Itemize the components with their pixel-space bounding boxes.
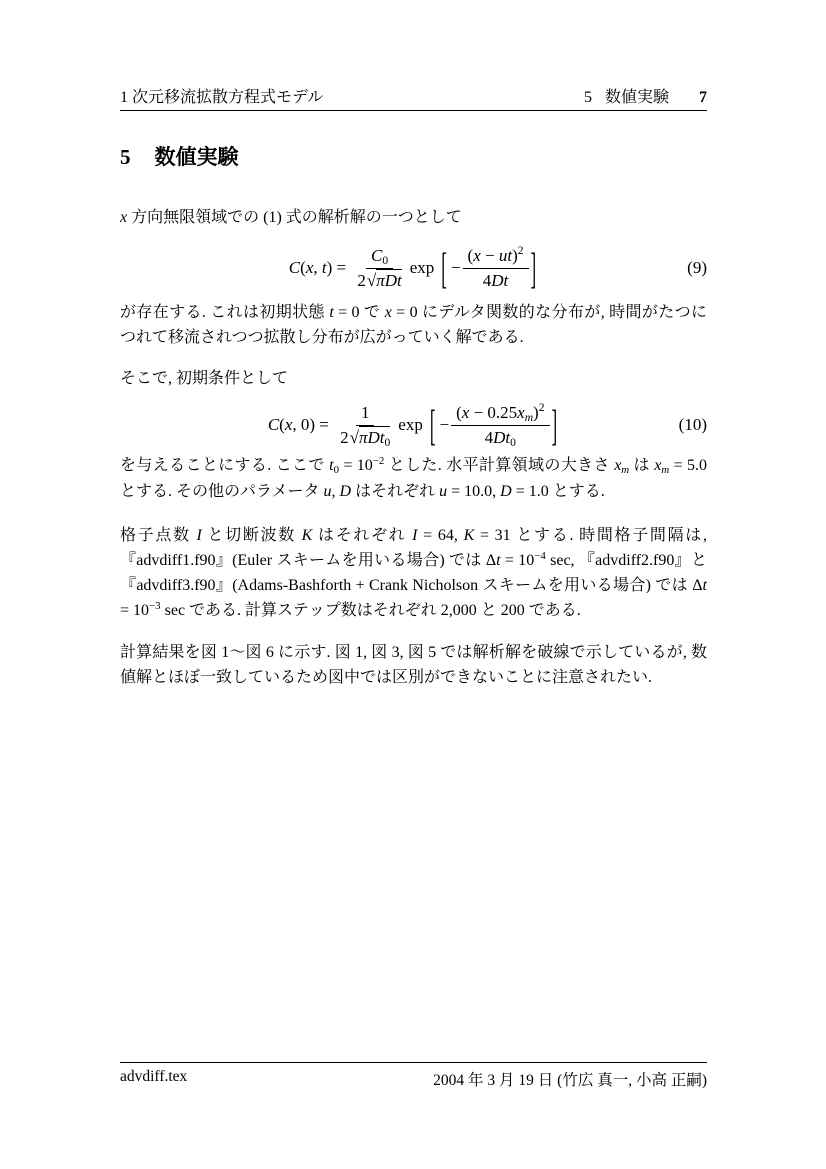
text-segment: はそれぞれ xyxy=(351,482,440,500)
text-segment: 格子点数 xyxy=(120,527,197,544)
text-segment: は xyxy=(629,457,655,474)
radicand xyxy=(376,269,402,290)
text-segment: = 1.0 とする. xyxy=(511,482,605,500)
square-root-symbol: √ xyxy=(349,427,359,447)
text-segment: ( xyxy=(456,402,462,422)
equation-9-body xyxy=(288,243,538,293)
radicand xyxy=(358,426,391,450)
text-segment: u, D xyxy=(323,482,352,500)
equation-10 xyxy=(120,393,707,457)
text-segment: − xyxy=(480,245,499,265)
denominator-coefficient xyxy=(357,271,366,290)
paragraph-initial-condition-lead xyxy=(120,367,707,392)
text-segment: t xyxy=(702,577,707,595)
text-segment: x xyxy=(614,457,622,474)
text-segment: 0 xyxy=(333,464,339,477)
header-rule xyxy=(120,110,707,111)
left-bracket: [ xyxy=(441,243,447,293)
paragraph-solution-description xyxy=(120,301,707,350)
text-segment: x xyxy=(284,415,293,434)
text-segment: x xyxy=(120,209,128,226)
square-root-symbol: √ xyxy=(366,270,377,290)
text-segment: = 64, xyxy=(417,527,464,544)
text-segment: ) xyxy=(533,402,539,422)
text-segment: 0 xyxy=(382,254,389,268)
header-left-title: 1 次元移流拡散方程式モデル xyxy=(120,89,324,106)
text-segment: x xyxy=(473,245,481,265)
text-segment: C xyxy=(267,415,280,434)
text-segment: を与えることにする. ここで xyxy=(120,457,330,474)
header-right xyxy=(584,84,707,107)
denominator-coefficient xyxy=(340,428,349,447)
text-segment: t xyxy=(321,258,327,277)
text-segment: t xyxy=(329,457,334,474)
text-segment: K xyxy=(463,527,475,544)
text-segment: = 10 xyxy=(339,457,373,474)
text-segment: 2 xyxy=(357,270,366,290)
left-bracket: [ xyxy=(429,400,436,450)
fraction-numerator xyxy=(451,403,549,426)
text-segment: I xyxy=(412,527,418,544)
text-segment: D xyxy=(500,482,512,500)
text-segment: −3 xyxy=(149,599,161,612)
text-segment: , xyxy=(313,258,322,277)
text-segment: = 10.0, xyxy=(447,482,501,500)
footer-rule xyxy=(120,1062,707,1063)
text-segment: 方向無限領域での (1) 式の解析解の一つとして xyxy=(127,209,462,226)
section-heading xyxy=(120,141,239,171)
equation-9-lhs xyxy=(289,258,351,278)
text-segment: 4 xyxy=(482,270,492,290)
text-segment: 2 xyxy=(517,244,524,258)
equation-9 xyxy=(120,237,707,299)
text-segment: 0 xyxy=(510,436,516,450)
header-section-number: 5 xyxy=(583,89,592,106)
paragraph-results-note xyxy=(120,641,707,690)
text-segment: = 5.0 とする. その他のパラメータ xyxy=(120,457,707,500)
footer-date-authors: 2004 年 3 月 19 日 (竹広 真一, 小高 正嗣) xyxy=(433,1072,707,1089)
text-segment: 2 xyxy=(538,401,545,415)
text-segment: = 10 xyxy=(120,601,150,619)
text-segment: と切断波数 xyxy=(201,527,302,544)
section-heading-title: 数値実験 xyxy=(154,146,239,169)
text-segment: −4 xyxy=(534,549,546,562)
exp-operator: exp xyxy=(398,415,423,434)
text-segment: sec である. 計算ステップ数はそれぞれ 2,000 と 200 である. xyxy=(160,601,581,619)
header-section-title: 数値実験 xyxy=(604,89,669,106)
text-segment: 0 xyxy=(384,436,391,450)
fraction-denominator xyxy=(340,426,390,448)
text-segment: ( xyxy=(467,245,474,265)
text-segment: 2 xyxy=(340,427,349,447)
text-segment: 1 xyxy=(360,402,370,422)
text-segment: とした. 水平計算領域の大きさ xyxy=(384,457,615,474)
fraction xyxy=(451,403,549,448)
fraction xyxy=(463,246,529,291)
text-segment: x xyxy=(384,304,392,321)
equation-10-body xyxy=(267,400,559,450)
text-segment: Dt xyxy=(493,427,511,447)
text-segment: I xyxy=(196,527,202,544)
footer-filename: advdiff.tex xyxy=(120,1068,188,1085)
text-segment: 4 xyxy=(484,427,494,447)
page-footer xyxy=(120,1068,707,1090)
paragraph-parameters xyxy=(120,454,707,504)
text-segment: = 0 で xyxy=(333,304,385,321)
text-segment: − 0.25 xyxy=(469,402,518,422)
text-segment: −2 xyxy=(372,455,385,468)
minus-sign: − xyxy=(439,415,450,434)
text-segment: , 0) = xyxy=(292,415,334,434)
text-segment: πDt xyxy=(376,270,402,290)
text-segment: t xyxy=(496,551,501,569)
text-segment: sec, 『advdiff2.f90』と『advdiff3.f90』(Adams-Bashforth + Crank Nicholson スキームを用いる場合) では Δ xyxy=(120,551,707,595)
equation-number: (10) xyxy=(678,415,707,434)
right-bracket: ] xyxy=(530,243,537,293)
text-segment: ( xyxy=(300,258,306,277)
text-segment: ) = xyxy=(326,258,351,277)
text-segment: x xyxy=(517,402,525,422)
text-segment: = 31 とする. 時間格子間隔は, 『advdiff1.f90』(Euler スキームを用いる場合) では Δ xyxy=(120,527,707,569)
text-segment: ut xyxy=(498,245,513,265)
text-segment: C xyxy=(288,258,301,277)
minus-sign: − xyxy=(450,258,461,277)
text-segment: x xyxy=(461,402,470,422)
text-segment: K xyxy=(301,527,313,544)
fraction-numerator xyxy=(463,246,529,269)
fraction xyxy=(357,246,401,291)
text-segment: m xyxy=(621,464,630,477)
equation-10-lhs xyxy=(268,415,333,435)
text-segment: ( xyxy=(279,415,285,434)
text-segment: t xyxy=(329,304,334,321)
paragraph-intro xyxy=(120,206,707,231)
paragraph-grid-and-timestep xyxy=(120,524,707,624)
text-segment: πDt xyxy=(358,427,385,447)
fraction-denominator xyxy=(485,426,516,448)
text-segment: 計算結果を図 1〜図 6 に示す. 図 1, 図 3, 図 5 では解析解を破線で示しているが, 数値解とほぼ一致しているため図中では区別ができないことに注意されたい. xyxy=(120,644,707,686)
text-segment: が存在する. これは初期状態 xyxy=(120,304,330,321)
text-segment: そこで, 初期条件として xyxy=(120,370,289,387)
text-segment: ) xyxy=(512,245,518,265)
text-segment: C xyxy=(370,245,383,265)
text-segment: = 0 にデルタ関数的な分布が, 時間がたつにつれて移流されつつ拡散し分布が広がっていく解である. xyxy=(120,304,707,346)
equation-number: (9) xyxy=(687,258,707,277)
header-page-number: 7 xyxy=(699,89,707,106)
text-segment: Dt xyxy=(491,270,509,290)
section-heading-number: 5 xyxy=(120,145,131,169)
fraction-denominator xyxy=(357,269,401,291)
page-header xyxy=(120,84,707,107)
fraction-denominator xyxy=(483,269,509,291)
fraction xyxy=(340,403,390,448)
exp-operator: exp xyxy=(409,258,435,277)
text-segment: u xyxy=(439,482,448,500)
text-segment: m xyxy=(524,411,534,425)
right-bracket: ] xyxy=(551,400,558,450)
text-segment: m xyxy=(661,464,670,477)
text-segment: x xyxy=(305,258,314,277)
fraction-numerator xyxy=(366,246,393,269)
text-segment: x xyxy=(654,457,662,474)
fraction-numerator xyxy=(356,403,375,426)
text-segment: はそれぞれ xyxy=(312,527,413,544)
text-segment: = 10 xyxy=(500,551,535,569)
